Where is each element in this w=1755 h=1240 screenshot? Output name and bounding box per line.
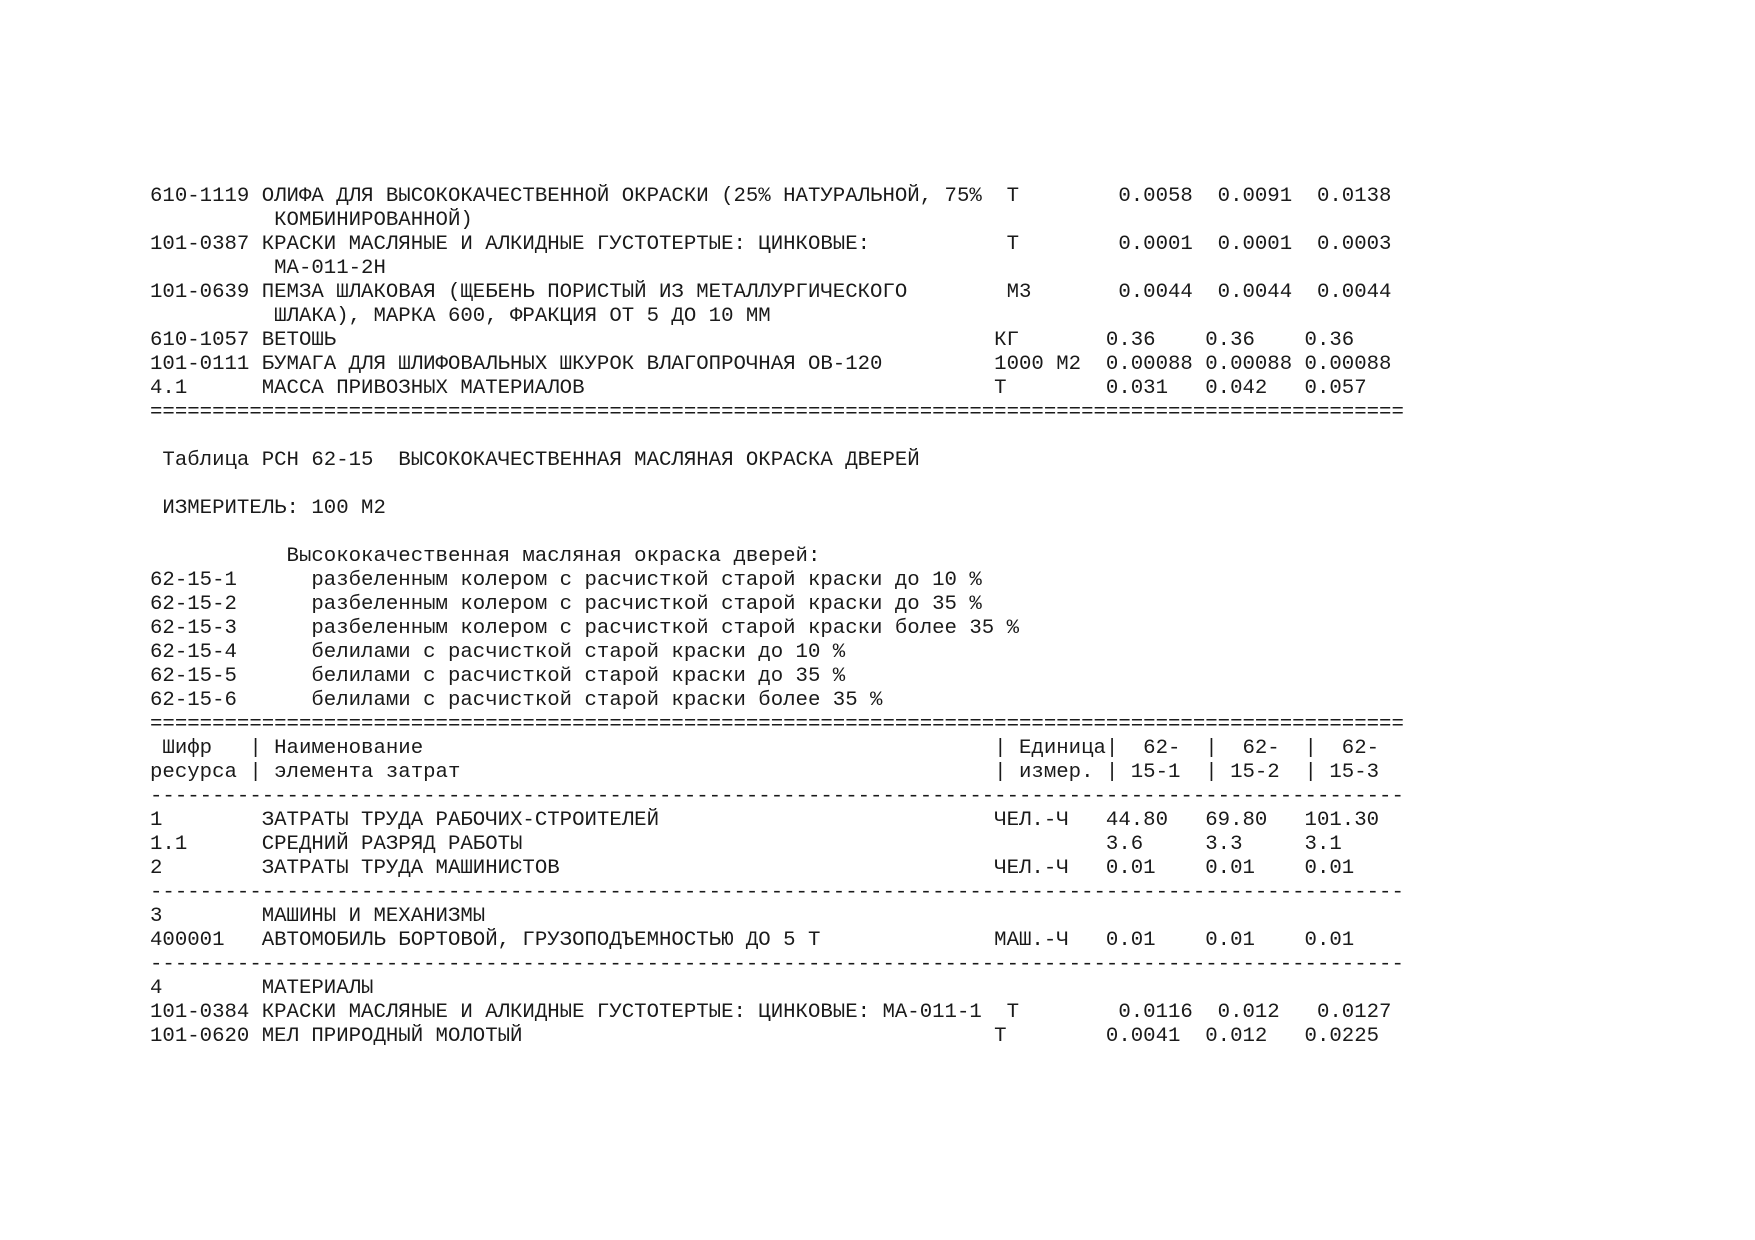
text-line: 101-0387 КРАСКИ МАСЛЯНЫЕ И АЛКИДНЫЕ ГУСТОТЕРТЫЕ: ЦИНКОВЫЕ: Т 0.0001 0.0001 0.0003 — [150, 233, 1392, 256]
separator-double: ===================================================================================================== — [150, 713, 1404, 736]
blank-line — [150, 521, 1404, 545]
text-line: 4.1 МАССА ПРИВОЗНЫХ МАТЕРИАЛОВ Т 0.031 0.042 0.057 — [150, 377, 1367, 400]
work-item: 62-15-5 белилами с расчисткой старой краски до 35 % — [150, 665, 846, 688]
table-header-row: Шифр | Наименование | Единица| 62- | 62- | 62- — [150, 737, 1380, 760]
table-row: 101-0620 МЕЛ ПРИРОДНЫЙ МОЛОТЫЙ Т 0.0041 0.012 0.0225 — [150, 1025, 1380, 1048]
table-row: 101-0384 КРАСКИ МАСЛЯНЫЕ И АЛКИДНЫЕ ГУСТОТЕРТЫЕ: ЦИНКОВЫЕ: МА-011-1 Т 0.0116 0.012 0.0127 — [150, 1001, 1392, 1024]
table-row: 1.1 СРЕДНИЙ РАЗРЯД РАБОТЫ 3.6 3.3 3.1 — [150, 833, 1342, 856]
text-line: 101-0111 БУМАГА ДЛЯ ШЛИФОВАЛЬНЫХ ШКУРОК ВЛАГОПРОЧНАЯ ОВ-120 1000 М2 0.00088 0.00088 0.00088 — [150, 353, 1392, 376]
text-line: КОМБИНИРОВАННОЙ) — [150, 209, 473, 232]
text-line: ШЛАКА), МАРКА 600, ФРАКЦИЯ ОТ 5 ДО 10 ММ — [150, 305, 771, 328]
separator-dashed: ----------------------------------------------------------------------------------------------------- — [150, 953, 1404, 976]
table-header-row: ресурса | элемента затрат | измер. | 15-1 | 15-2 | 15-3 — [150, 761, 1380, 784]
table-title: Таблица РСН 62-15 ВЫСОКОКАЧЕСТВЕННАЯ МАСЛЯНАЯ ОКРАСКА ДВЕРЕЙ — [150, 449, 920, 472]
table-row: 1 ЗАТРАТЫ ТРУДА РАБОЧИХ-СТРОИТЕЛЕЙ ЧЕЛ.-Ч 44.80 69.80 101.30 — [150, 809, 1380, 832]
work-description: Высококачественная масляная окраска дверей: — [150, 545, 821, 568]
separator-double: ===================================================================================================== — [150, 401, 1404, 424]
section-heading: 3 МАШИНЫ И МЕХАНИЗМЫ — [150, 905, 486, 928]
text-line: 610-1057 ВЕТОШЬ КГ 0.36 0.36 0.36 — [150, 329, 1355, 352]
table-row: 400001 АВТОМОБИЛЬ БОРТОВОЙ, ГРУЗОПОДЪЕМНОСТЬЮ ДО 5 Т МАШ.-Ч 0.01 0.01 0.01 — [150, 929, 1355, 952]
text-line: 101-0639 ПЕМЗА ШЛАКОВАЯ (ЩЕБЕНЬ ПОРИСТЫЙ ИЗ МЕТАЛЛУРГИЧЕСКОГО М3 0.0044 0.0044 0.0044 — [150, 281, 1392, 304]
work-item: 62-15-2 разбеленным колером с расчисткой старой краски до 35 % — [150, 593, 982, 616]
document-page — [150, 185, 1404, 1049]
measure-unit: ИЗМЕРИТЕЛЬ: 100 М2 — [150, 497, 386, 520]
table-row: 2 ЗАТРАТЫ ТРУДА МАШИНИСТОВ ЧЕЛ.-Ч 0.01 0.01 0.01 — [150, 857, 1355, 880]
separator-dashed: ----------------------------------------------------------------------------------------------------- — [150, 881, 1404, 904]
work-item: 62-15-4 белилами с расчисткой старой краски до 10 % — [150, 641, 846, 664]
separator-dashed: ----------------------------------------------------------------------------------------------------- — [150, 785, 1404, 808]
work-item: 62-15-6 белилами с расчисткой старой краски более 35 % — [150, 689, 883, 712]
section-heading: 4 МАТЕРИАЛЫ — [150, 977, 374, 1000]
blank-line — [150, 473, 1404, 497]
work-item: 62-15-1 разбеленным колером с расчисткой старой краски до 10 % — [150, 569, 982, 592]
text-line: МА-011-2Н — [150, 257, 386, 280]
text-line: 610-1119 ОЛИФА ДЛЯ ВЫСОКОКАЧЕСТВЕННОЙ ОКРАСКИ (25% НАТУРАЛЬНОЙ, 75% Т 0.0058 0.0091 0.0138 — [150, 185, 1392, 208]
blank-line — [150, 425, 1404, 449]
work-item: 62-15-3 разбеленным колером с расчисткой старой краски более 35 % — [150, 617, 1020, 640]
